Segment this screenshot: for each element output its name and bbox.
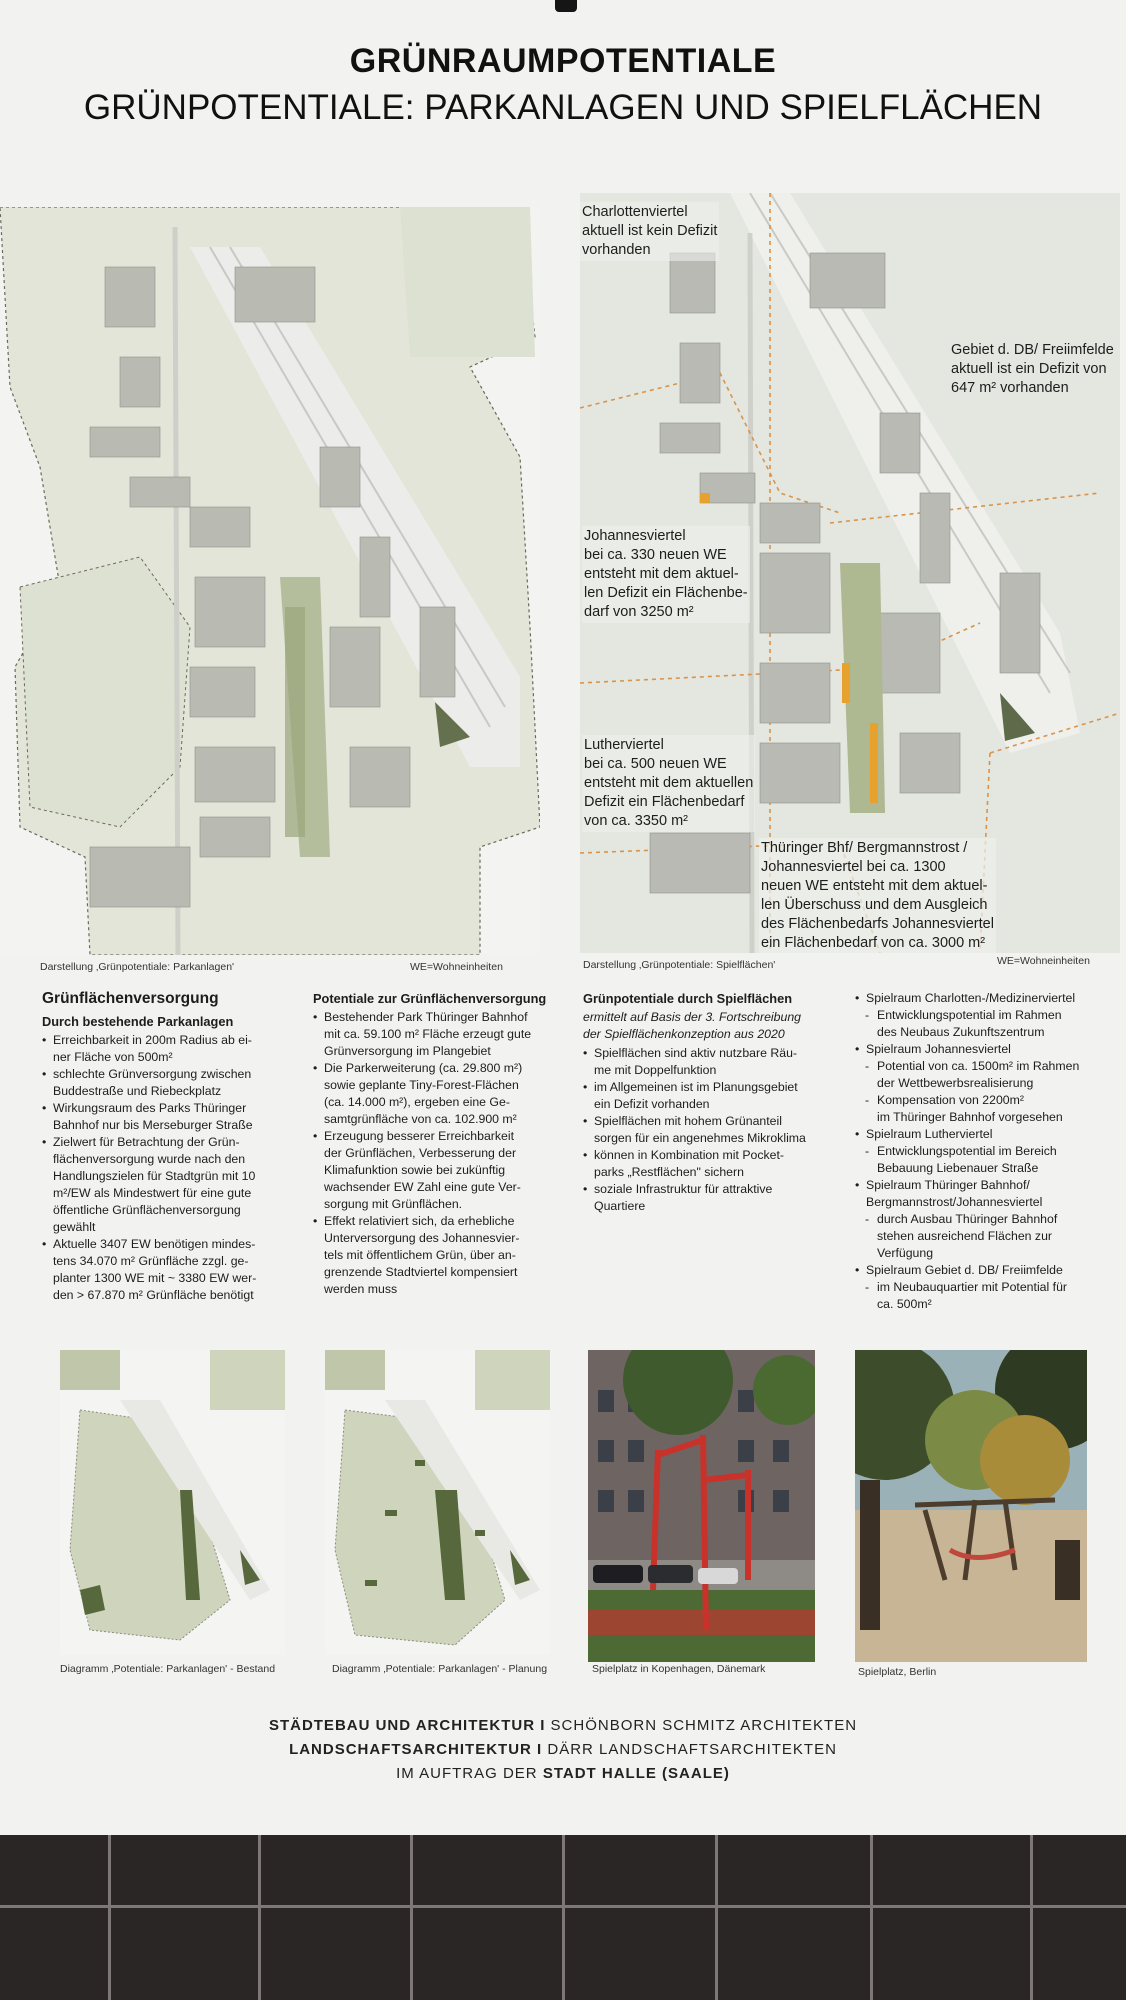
poster-clip xyxy=(555,0,577,12)
poster-subtitle: GRÜNPOTENTIALE: PARKANLAGEN UND SPIELFLÄCHEN xyxy=(83,88,1043,127)
list-item: • Spielraum Gebiet d. DB/ Freiimfelde xyxy=(855,1262,1120,1279)
photo-spielplatz-kopenhagen xyxy=(588,1350,815,1662)
diagram-bestand xyxy=(60,1350,285,1655)
list-item: • Spielraum Charlotten-/Medizinerviertel xyxy=(855,990,1120,1007)
map-parkanlagen-legend: WE=Wohneinheiten xyxy=(410,961,503,973)
footer-line-architecture: STÄDTEBAU UND ARCHITEKTUR I SCHÖNBORN SCHMITZ ARCHITEKTEN xyxy=(268,1717,858,1734)
map-parkanlagen-drawing xyxy=(0,207,540,955)
list-item: • Bestehender Park Thüringer Bahnhof mit ca. 59.100 m² Fläche erzeugt gute Grünversorgung im Plangebiet xyxy=(313,1009,573,1060)
text-column-potentiale xyxy=(313,990,573,1298)
map-label-thueringer-bahnhof: Thüringer Bhf/ Bergmannstrost / Johannesviertel bei ca. 1300 neuen WE entsteht mit dem aktuel- len Überschuss und dem Ausgleich des Flächenbedarfs Johannesviertel ein Flächenbedarf von ca. 3000 m² xyxy=(759,838,996,953)
map-label-lutherviertel: Lutherviertel bei ca. 500 neuen WE entsteht mit dem aktuellen Defizit ein Flächenbedarf von ca. 3350 m² xyxy=(582,735,755,832)
tile-grout xyxy=(715,1825,718,2000)
column-heading: Potentiale zur Grünflächenversorgung xyxy=(313,991,547,1006)
list-subitem: - Kompensation von 2200m² im Thüringer Bahnhof vorgesehen xyxy=(855,1092,1120,1126)
list-item: • Zielwert für Betrachtung der Grün- flächenversorgung wurde nach den Handlungszielen für Stadtgrün mit 10 m²/EW als Mindestwert für eine gute öffentliche Grünflächenversorgung gewählt xyxy=(42,1134,302,1236)
list-item: • Effekt relativiert sich, da erhebliche Unterversorgung des Johannesvier- tels mit öffentlichem Grün, über an- grenzende Stadtviertel kompensiert werden muss xyxy=(313,1213,573,1298)
map-spielflaechen xyxy=(580,193,1120,953)
photo-berlin-caption: Spielplatz, Berlin xyxy=(858,1666,937,1678)
tile-grout xyxy=(410,1825,413,2000)
tile-grout xyxy=(108,1825,111,2000)
map-parkanlagen xyxy=(0,207,540,955)
list-item: • im Allgemeinen ist im Planungsgebiet ein Defizit vorhanden xyxy=(583,1079,848,1113)
list-item: • Aktuelle 3407 EW benötigen mindes- tens 34.070 m² Grünfläche zzgl. ge- planter 1300 WE mit ~ 3380 EW wer- den > 67.870 m² Grünfläche benötigt xyxy=(42,1236,302,1304)
list-item: • Spielflächen mit hohem Grünanteil sorgen für ein angenehmes Mikroklima xyxy=(583,1113,848,1147)
tile-grout xyxy=(870,1825,873,2000)
map-spielflaechen-caption: Darstellung ‚Grünpotentiale: Spielflächen' xyxy=(583,959,776,971)
list-item: • können in Kombination mit Pocket- parks „Restflächen" sichern xyxy=(583,1147,848,1181)
list-item: • soziale Infrastruktur für attraktive Quartiere xyxy=(583,1181,848,1215)
list-subitem: - Potential von ca. 1500m² im Rahmen der Wettbewerbsrealisierung xyxy=(855,1058,1120,1092)
list-item: • Spielflächen sind aktiv nutzbare Räu- me mit Doppelfunktion xyxy=(583,1045,848,1079)
diagram-bestand-drawing xyxy=(60,1350,285,1655)
list-subitem: - durch Ausbau Thüringer Bahnhof stehen ausreichend Flächen zur Verfügung xyxy=(855,1211,1120,1262)
footer-line-client: IM AUFTRAG DER STADT HALLE (SAALE) xyxy=(396,1765,730,1782)
map-label-freiimfelde: Gebiet d. DB/ Freiimfelde aktuell ist ein Defizit von 647 m² vorhanden xyxy=(951,342,1114,396)
column-subheading: Durch bestehende Parkanlagen xyxy=(42,1014,234,1029)
poster-title: GRÜNRAUMPOTENTIALE xyxy=(349,42,777,80)
list-item: • schlechte Grünversorgung zwischen Buddestraße und Riebeckplatz xyxy=(42,1066,302,1100)
column-subtitle: ermittelt auf Basis der 3. Fortschreibung der Spielflächenkonzeption aus 2020 xyxy=(583,1010,802,1041)
footer-line-landscape: LANDSCHAFTSARCHITEKTUR I DÄRR LANDSCHAFTSARCHITEKTEN xyxy=(289,1741,837,1758)
tile-grout xyxy=(1030,1825,1033,2000)
map-label-charlottenviertel: Charlottenviertel aktuell ist kein Defizit vorhanden xyxy=(580,202,719,261)
tile-grout xyxy=(258,1825,261,2000)
diagram-planung-drawing xyxy=(325,1350,550,1655)
text-column-spielraeume xyxy=(855,990,1120,1313)
list-subitem: - Entwicklungspotential im Bereich Bebauung Liebenauer Straße xyxy=(855,1143,1120,1177)
list-item: • Die Parkerweiterung (ca. 29.800 m²) sowie geplante Tiny-Forest-Flächen (ca. 14.000 m²), ergeben eine Ge- samtgrünfläche von ca. 102.900 m² xyxy=(313,1060,573,1128)
list-subitem: - Entwicklungspotential im Rahmen des Neubaus Zukunftszentrum xyxy=(855,1007,1120,1041)
list-item: • Spielraum Thüringer Bahnhof/ Bergmannstrost/Johannesviertel xyxy=(855,1177,1120,1211)
tile-grout xyxy=(562,1825,565,2000)
list-item: • Erzeugung besserer Erreichbarkeit der Grünflächen, Verbesserung der Klimafunktion sowie bei zukünftig wachsender EW Zahl eine gute Ver- sorgung mit Grünflächen. xyxy=(313,1128,573,1213)
text-column-gruenflaechenversorgung xyxy=(42,990,302,1304)
photo-berlin-drawing xyxy=(855,1350,1087,1662)
list-item: • Spielraum Johannesviertel xyxy=(855,1041,1120,1058)
map-spielflaechen-legend: WE=Wohneinheiten xyxy=(997,955,1090,967)
photo-spielplatz-berlin xyxy=(855,1350,1087,1662)
map-parkanlagen-caption: Darstellung ‚Grünpotentiale: Parkanlagen' xyxy=(40,961,235,973)
diagram-planung-caption: Diagramm ‚Potentiale: Parkanlagen' - Planung xyxy=(332,1663,548,1675)
photo-kopenhagen-caption: Spielplatz in Kopenhagen, Dänemark xyxy=(592,1663,766,1675)
diagram-planung xyxy=(325,1350,550,1655)
list-item: • Spielraum Lutherviertel xyxy=(855,1126,1120,1143)
diagram-bestand-caption: Diagramm ‚Potentiale: Parkanlagen' - Bestand xyxy=(60,1663,276,1675)
list-item: • Wirkungsraum des Parks Thüringer Bahnhof nur bis Merseburger Straße xyxy=(42,1100,302,1134)
map-label-johannesviertel: Johannesviertel bei ca. 330 neuen WE entsteht mit dem aktuel- len Defizit ein Flächenbe- darf von 3250 m² xyxy=(582,526,750,623)
list-subitem: - im Neubauquartier mit Potential für ca. 500m² xyxy=(855,1279,1120,1313)
column-heading: Grünflächenversorgung xyxy=(42,990,219,1007)
list-item: • Erreichbarkeit in 200m Radius ab ei- ner Fläche von 500m² xyxy=(42,1032,302,1066)
text-column-spielflaechen xyxy=(583,990,848,1215)
photo-kopenhagen-drawing xyxy=(588,1350,815,1662)
column-heading: Grünpotentiale durch Spielflächen xyxy=(583,991,793,1006)
